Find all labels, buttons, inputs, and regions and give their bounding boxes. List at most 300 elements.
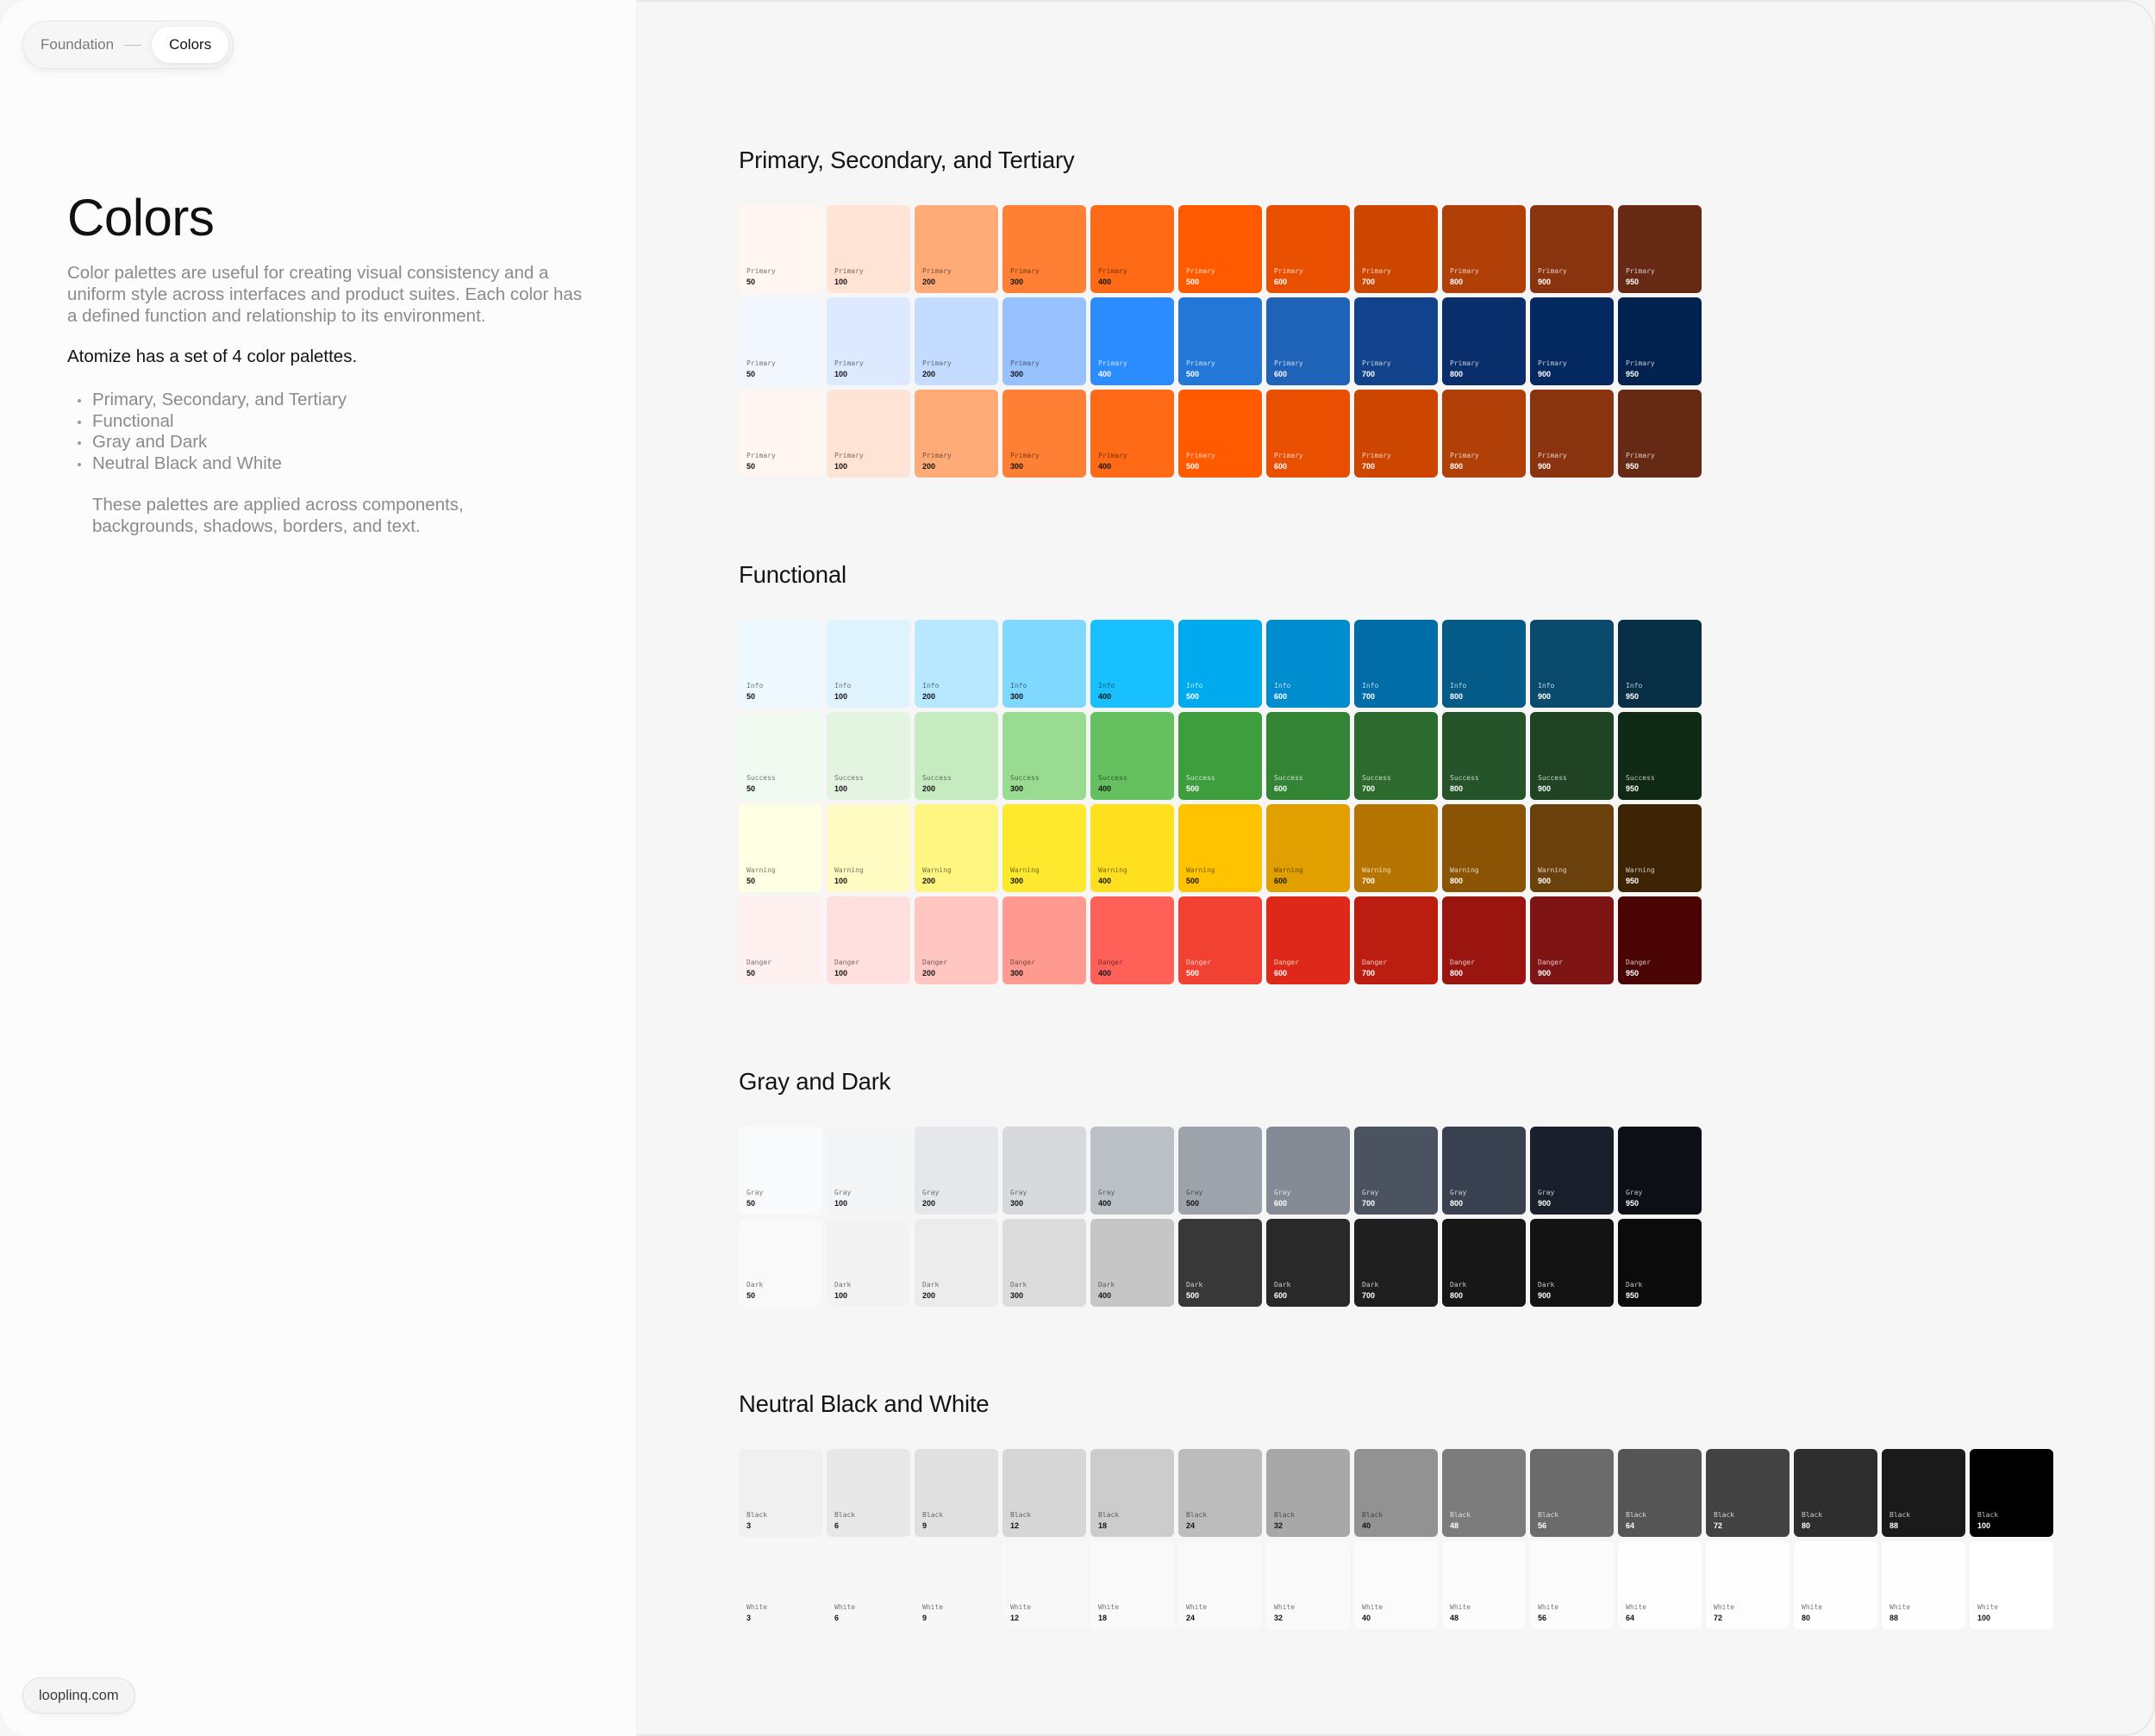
swatch-step: 100 — [834, 1291, 848, 1300]
swatch-step: 400 — [1098, 1199, 1112, 1208]
swatch-step: 200 — [922, 462, 936, 471]
swatch-step: 500 — [1186, 370, 1200, 378]
color-swatch[interactable] — [739, 896, 822, 984]
swatch-name: Black — [834, 1511, 856, 1519]
color-swatch[interactable] — [915, 712, 998, 800]
swatch-step: 950 — [1626, 1199, 1640, 1208]
color-swatch[interactable] — [827, 804, 910, 892]
color-swatch[interactable] — [1266, 1127, 1350, 1215]
swatch-name: Primary — [1626, 359, 1655, 367]
color-swatch[interactable] — [1266, 297, 1350, 385]
breadcrumb-colors[interactable]: Colors — [152, 27, 228, 63]
swatch-name: Success — [1626, 774, 1655, 782]
color-swatch[interactable] — [915, 804, 998, 892]
color-swatch[interactable] — [1178, 390, 1262, 478]
color-swatch[interactable] — [1442, 712, 1526, 800]
swatch-step: 300 — [1010, 1291, 1024, 1300]
swatch-name: Gray — [1010, 1189, 1028, 1196]
swatch-step: 700 — [1362, 784, 1376, 793]
swatch-step: 950 — [1626, 278, 1640, 286]
swatch-step: 700 — [1362, 877, 1376, 885]
color-swatch[interactable] — [1354, 620, 1438, 708]
color-swatch[interactable] — [1530, 620, 1614, 708]
color-swatch[interactable] — [827, 1449, 910, 1537]
color-swatch[interactable] — [1882, 1541, 1965, 1629]
swatch-name: Success — [1538, 774, 1567, 782]
color-swatch[interactable] — [1178, 1541, 1262, 1629]
color-swatch[interactable] — [1090, 205, 1174, 293]
color-swatch[interactable] — [1090, 712, 1174, 800]
swatch-name: Danger — [1186, 959, 1211, 966]
color-swatch[interactable] — [1618, 205, 1702, 293]
swatch-name: Warning — [1274, 866, 1303, 874]
color-swatch[interactable] — [1266, 620, 1350, 708]
color-swatch[interactable] — [1442, 1219, 1526, 1307]
color-swatch[interactable] — [827, 712, 910, 800]
color-swatch[interactable] — [1530, 712, 1614, 800]
swatch-step: 900 — [1538, 1199, 1552, 1208]
color-swatch[interactable] — [1530, 1541, 1614, 1629]
swatch-name: Gray — [1098, 1189, 1115, 1196]
color-swatch[interactable] — [1354, 896, 1438, 984]
color-swatch[interactable] — [1442, 896, 1526, 984]
swatch-step: 3 — [746, 1614, 752, 1622]
swatch-name: Primary — [1626, 452, 1655, 459]
swatch-step: 950 — [1626, 692, 1640, 701]
color-swatch[interactable] — [915, 390, 998, 478]
color-swatch[interactable] — [1618, 896, 1702, 984]
palette-grid — [739, 1449, 2053, 1629]
page-title: Colors — [67, 189, 215, 247]
swatch-name: Primary — [1186, 359, 1215, 367]
swatch-name: Primary — [922, 267, 952, 275]
color-swatch[interactable] — [1442, 297, 1526, 385]
color-swatch[interactable] — [827, 1541, 910, 1629]
site-link[interactable]: looplinq.com — [22, 1677, 135, 1714]
swatch-name: White — [1802, 1603, 1823, 1611]
color-swatch[interactable] — [1442, 1541, 1526, 1629]
color-swatch[interactable] — [1530, 390, 1614, 478]
palette-row-gray — [739, 1127, 1702, 1215]
swatch-step: 50 — [746, 784, 756, 793]
swatch-step: 600 — [1274, 784, 1288, 793]
breadcrumb-foundation[interactable]: Foundation — [41, 36, 115, 53]
swatch-step: 400 — [1098, 370, 1112, 378]
color-swatch[interactable] — [1706, 1449, 1790, 1537]
color-swatch[interactable] — [1090, 297, 1174, 385]
swatch-step: 80 — [1802, 1614, 1811, 1622]
color-swatch[interactable] — [1442, 1449, 1526, 1537]
swatch-step: 500 — [1186, 1291, 1200, 1300]
swatch-name: Warning — [1538, 866, 1567, 874]
color-swatch[interactable] — [915, 620, 998, 708]
swatch-name: Danger — [1010, 959, 1035, 966]
color-swatch[interactable] — [1970, 1449, 2053, 1537]
swatch-name: Primary — [1010, 267, 1040, 275]
swatch-name: Gray — [1538, 1189, 1555, 1196]
swatch-step: 700 — [1362, 969, 1376, 977]
swatch-name: Dark — [1186, 1281, 1203, 1289]
breadcrumb-separator — [124, 45, 141, 46]
swatch-name: Black — [1626, 1511, 1647, 1519]
color-swatch[interactable] — [1530, 804, 1614, 892]
swatch-step: 200 — [922, 1199, 936, 1208]
swatch-name: Primary — [1098, 267, 1127, 275]
color-swatch[interactable] — [827, 297, 910, 385]
swatch-name: Dark — [1538, 1281, 1555, 1289]
color-swatch[interactable] — [1354, 1127, 1438, 1215]
color-swatch[interactable] — [1003, 1541, 1086, 1629]
swatch-step: 12 — [1010, 1614, 1020, 1622]
swatch-name: Danger — [922, 959, 947, 966]
swatch-step: 200 — [922, 692, 936, 701]
color-swatch[interactable] — [1003, 297, 1086, 385]
swatch-step: 700 — [1362, 1199, 1376, 1208]
color-swatch[interactable] — [1178, 205, 1262, 293]
color-swatch[interactable] — [1530, 896, 1614, 984]
swatch-step: 24 — [1186, 1521, 1196, 1530]
color-swatch[interactable] — [1178, 712, 1262, 800]
swatch-step: 800 — [1450, 692, 1464, 701]
swatch-name: Success — [746, 774, 776, 782]
swatch-name: Warning — [922, 866, 952, 874]
swatch-name: Primary — [1274, 267, 1303, 275]
color-swatch[interactable] — [1266, 712, 1350, 800]
color-swatch[interactable] — [739, 1127, 822, 1215]
palette-row-warning — [739, 804, 1702, 892]
swatch-name: Dark — [746, 1281, 764, 1289]
palette-list — [67, 390, 347, 474]
swatch-step: 50 — [746, 969, 756, 977]
palette-list-item: Gray and Dark — [67, 432, 347, 453]
color-swatch[interactable] — [1530, 205, 1614, 293]
color-swatch[interactable] — [1003, 1127, 1086, 1215]
swatch-step: 300 — [1010, 877, 1024, 885]
swatch-step: 50 — [746, 1291, 756, 1300]
swatch-step: 600 — [1274, 969, 1288, 977]
color-swatch[interactable] — [739, 1219, 822, 1307]
color-swatch[interactable] — [1090, 1127, 1174, 1215]
color-swatch[interactable] — [1794, 1541, 1877, 1629]
swatch-name: Success — [1186, 774, 1215, 782]
section-primary — [739, 147, 1655, 471]
swatch-name: Primary — [1098, 359, 1127, 367]
color-swatch[interactable] — [1178, 297, 1262, 385]
color-swatch[interactable] — [1618, 620, 1702, 708]
swatch-name: Dark — [1098, 1281, 1115, 1289]
swatch-step: 300 — [1010, 370, 1024, 378]
color-swatch[interactable] — [1266, 896, 1350, 984]
color-swatch[interactable] — [1266, 804, 1350, 892]
color-swatch[interactable] — [1442, 1127, 1526, 1215]
swatch-step: 9 — [922, 1614, 928, 1622]
swatch-name: Primary — [1010, 359, 1040, 367]
swatch-step: 800 — [1450, 877, 1464, 885]
swatch-step: 100 — [834, 278, 848, 286]
color-swatch[interactable] — [1354, 390, 1438, 478]
swatch-step: 50 — [746, 1199, 756, 1208]
swatch-name: Black — [1802, 1511, 1823, 1519]
swatch-step: 900 — [1538, 370, 1552, 378]
color-swatch[interactable] — [1618, 804, 1702, 892]
swatch-name: Black — [1977, 1511, 1999, 1519]
color-swatch[interactable] — [1266, 205, 1350, 293]
color-swatch[interactable] — [739, 620, 822, 708]
palette-row-primary — [739, 205, 1702, 293]
color-swatch[interactable] — [1003, 1449, 1086, 1537]
color-swatch[interactable] — [1530, 297, 1614, 385]
color-swatch[interactable] — [1090, 390, 1174, 478]
swatch-step: 800 — [1450, 278, 1464, 286]
swatch-name: Primary — [1626, 267, 1655, 275]
swatch-step: 200 — [922, 370, 936, 378]
swatch-step: 800 — [1450, 1199, 1464, 1208]
swatch-step: 3 — [746, 1521, 752, 1530]
color-swatch[interactable] — [827, 1127, 910, 1215]
color-swatch[interactable] — [1178, 1449, 1262, 1537]
color-swatch[interactable] — [1618, 1219, 1702, 1307]
swatch-step: 50 — [746, 462, 756, 471]
swatch-step: 72 — [1714, 1521, 1723, 1530]
swatch-name: Dark — [1274, 1281, 1291, 1289]
swatch-name: Warning — [1098, 866, 1127, 874]
swatch-name: Black — [746, 1511, 768, 1519]
color-swatch[interactable] — [1266, 1219, 1350, 1307]
color-swatch[interactable] — [1354, 297, 1438, 385]
color-swatch[interactable] — [1530, 1127, 1614, 1215]
swatch-step: 900 — [1538, 1291, 1552, 1300]
color-swatch[interactable] — [1442, 390, 1526, 478]
color-swatch[interactable] — [1618, 297, 1702, 385]
color-swatch[interactable] — [1003, 390, 1086, 478]
color-swatch[interactable] — [1090, 896, 1174, 984]
swatch-step: 50 — [746, 370, 756, 378]
color-swatch[interactable] — [739, 712, 822, 800]
color-swatch[interactable] — [1003, 804, 1086, 892]
color-swatch[interactable] — [1354, 804, 1438, 892]
swatch-name: White — [1010, 1603, 1032, 1611]
swatch-step: 100 — [834, 784, 848, 793]
color-swatch[interactable] — [739, 205, 822, 293]
color-swatch[interactable] — [1442, 620, 1526, 708]
color-swatch[interactable] — [1794, 1449, 1877, 1537]
color-swatch[interactable] — [915, 896, 998, 984]
swatch-step: 900 — [1538, 969, 1552, 977]
color-swatch[interactable] — [1618, 1541, 1702, 1629]
color-swatch[interactable] — [1618, 712, 1702, 800]
swatch-step: 200 — [922, 877, 936, 885]
color-swatch[interactable] — [1003, 896, 1086, 984]
swatch-step: 700 — [1362, 278, 1376, 286]
color-swatch[interactable] — [1003, 205, 1086, 293]
swatch-name: White — [1450, 1603, 1471, 1611]
swatch-step: 24 — [1186, 1614, 1196, 1622]
swatch-step: 100 — [1977, 1521, 1991, 1530]
color-swatch[interactable] — [1354, 1541, 1438, 1629]
swatch-name: Black — [1010, 1511, 1032, 1519]
swatch-name: Dark — [1362, 1281, 1379, 1289]
swatch-name: Gray — [746, 1189, 764, 1196]
color-swatch[interactable] — [739, 1449, 822, 1537]
section-title: Neutral Black and White — [739, 1390, 990, 1417]
swatch-name: Success — [834, 774, 864, 782]
swatch-name: Primary — [922, 359, 952, 367]
color-swatch[interactable] — [1530, 1219, 1614, 1307]
sidebar-panel — [0, 0, 637, 1736]
swatch-step: 800 — [1450, 370, 1464, 378]
swatch-name: Primary — [1362, 452, 1391, 459]
swatch-step: 400 — [1098, 1291, 1112, 1300]
color-swatch[interactable] — [1178, 620, 1262, 708]
swatch-name: Gray — [1362, 1189, 1379, 1196]
swatch-name: Primary — [1010, 452, 1040, 459]
color-swatch[interactable] — [915, 1541, 998, 1629]
swatch-name: Info — [834, 682, 852, 690]
swatch-step: 500 — [1186, 877, 1200, 885]
swatch-name: White — [1186, 1603, 1208, 1611]
swatch-name: Gray — [1450, 1189, 1467, 1196]
color-swatch[interactable] — [739, 804, 822, 892]
swatch-name: Info — [1010, 682, 1028, 690]
swatch-step: 900 — [1538, 462, 1552, 471]
swatch-name: White — [1626, 1603, 1647, 1611]
color-swatch[interactable] — [1354, 712, 1438, 800]
swatch-step: 950 — [1626, 784, 1640, 793]
color-swatch[interactable] — [1354, 205, 1438, 293]
color-swatch[interactable] — [1003, 712, 1086, 800]
color-swatch[interactable] — [827, 1219, 910, 1307]
color-swatch[interactable] — [1706, 1541, 1790, 1629]
swatch-name: Info — [922, 682, 940, 690]
swatch-step: 9 — [922, 1521, 928, 1530]
swatch-name: Primary — [1538, 359, 1567, 367]
color-swatch[interactable] — [739, 1541, 822, 1629]
swatch-step: 950 — [1626, 1291, 1640, 1300]
swatch-name: Primary — [1538, 452, 1567, 459]
color-swatch[interactable] — [1090, 1219, 1174, 1307]
swatch-name: Danger — [746, 959, 771, 966]
swatch-name: Danger — [1274, 959, 1299, 966]
swatch-name: Success — [1362, 774, 1391, 782]
swatch-name: White — [1977, 1603, 1999, 1611]
swatch-step: 300 — [1010, 1199, 1024, 1208]
swatch-step: 200 — [922, 784, 936, 793]
color-swatch[interactable] — [827, 896, 910, 984]
color-swatch[interactable] — [915, 1127, 998, 1215]
swatch-step: 300 — [1010, 969, 1024, 977]
color-swatch[interactable] — [915, 1219, 998, 1307]
swatch-name: Black — [1890, 1511, 1911, 1519]
swatch-name: Primary — [834, 359, 864, 367]
swatch-name: Gray — [834, 1189, 852, 1196]
swatch-name: Danger — [1098, 959, 1123, 966]
color-swatch[interactable] — [739, 297, 822, 385]
color-swatch[interactable] — [1090, 1449, 1174, 1537]
color-swatch[interactable] — [1266, 1541, 1350, 1629]
swatch-step: 500 — [1186, 692, 1200, 701]
swatch-name: White — [834, 1603, 856, 1611]
swatch-step: 100 — [834, 969, 848, 977]
swatch-step: 900 — [1538, 784, 1552, 793]
color-swatch[interactable] — [1882, 1449, 1965, 1537]
swatch-step: 400 — [1098, 784, 1112, 793]
color-swatch[interactable] — [1090, 804, 1174, 892]
color-swatch[interactable] — [739, 390, 822, 478]
swatch-name: Primary — [834, 267, 864, 275]
color-swatch[interactable] — [915, 205, 998, 293]
color-swatch[interactable] — [1266, 1449, 1350, 1537]
swatch-name: Danger — [1538, 959, 1563, 966]
color-swatch[interactable] — [1354, 1219, 1438, 1307]
color-swatch[interactable] — [1618, 1449, 1702, 1537]
swatch-step: 50 — [746, 877, 756, 885]
swatch-step: 6 — [834, 1521, 840, 1530]
color-swatch[interactable] — [827, 390, 910, 478]
color-swatch[interactable] — [1442, 804, 1526, 892]
color-swatch[interactable] — [1178, 1219, 1262, 1307]
swatch-step: 300 — [1010, 692, 1024, 701]
palette-count-text: Atomize has a set of 4 color palettes. — [67, 347, 358, 366]
swatch-step: 500 — [1186, 784, 1200, 793]
swatch-step: 500 — [1186, 278, 1200, 286]
color-swatch[interactable] — [1178, 804, 1262, 892]
color-swatch[interactable] — [1266, 390, 1350, 478]
swatch-step: 200 — [922, 278, 936, 286]
color-swatch[interactable] — [1003, 620, 1086, 708]
swatch-step: 600 — [1274, 370, 1288, 378]
swatch-step: 56 — [1538, 1614, 1547, 1622]
swatch-step: 400 — [1098, 969, 1112, 977]
swatch-step: 88 — [1890, 1614, 1899, 1622]
color-swatch[interactable] — [915, 297, 998, 385]
swatch-name: Warning — [746, 866, 776, 874]
color-swatch[interactable] — [1442, 205, 1526, 293]
color-swatch[interactable] — [827, 620, 910, 708]
swatch-step: 88 — [1890, 1521, 1899, 1530]
color-swatch[interactable] — [1178, 896, 1262, 984]
swatch-name: Primary — [1098, 452, 1127, 459]
color-swatch[interactable] — [1090, 1541, 1174, 1629]
color-swatch[interactable] — [827, 205, 910, 293]
swatch-name: Gray — [922, 1189, 940, 1196]
color-swatch[interactable] — [1090, 620, 1174, 708]
color-swatch[interactable] — [1530, 1449, 1614, 1537]
color-swatch[interactable] — [1618, 1127, 1702, 1215]
color-swatch[interactable] — [1354, 1449, 1438, 1537]
color-swatch[interactable] — [1003, 1219, 1086, 1307]
swatch-name: Danger — [1362, 959, 1387, 966]
swatch-name: Black — [1098, 1511, 1120, 1519]
swatch-name: Black — [922, 1511, 944, 1519]
swatch-step: 800 — [1450, 784, 1464, 793]
color-swatch[interactable] — [1970, 1541, 2053, 1629]
swatch-step: 100 — [1977, 1614, 1991, 1622]
color-swatch[interactable] — [1618, 390, 1702, 478]
swatch-step: 100 — [834, 370, 848, 378]
swatch-name: Primary — [1450, 359, 1479, 367]
swatch-step: 800 — [1450, 1291, 1464, 1300]
palette-grid — [739, 620, 1702, 984]
swatch-step: 500 — [1186, 1199, 1200, 1208]
swatch-name: Info — [746, 682, 764, 690]
swatch-step: 600 — [1274, 877, 1288, 885]
swatch-step: 600 — [1274, 1291, 1288, 1300]
color-swatch[interactable] — [1178, 1127, 1262, 1215]
swatch-name: Danger — [1626, 959, 1651, 966]
swatch-step: 950 — [1626, 462, 1640, 471]
color-swatch[interactable] — [915, 1449, 998, 1537]
palette-list-item: Neutral Black and White — [67, 453, 347, 475]
